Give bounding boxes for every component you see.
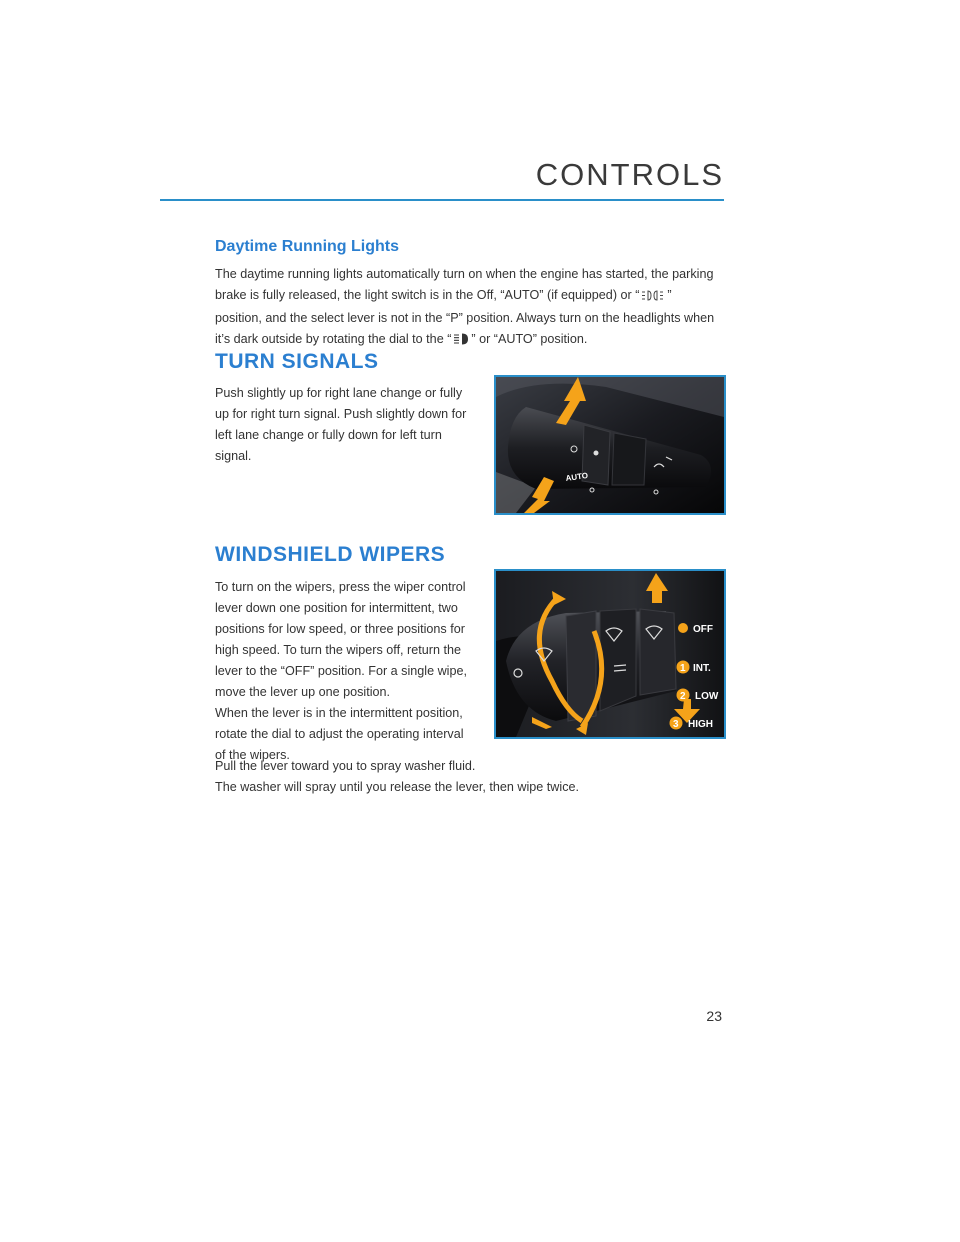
wipers-line: move the lever up one position. [215, 685, 391, 699]
position-low-label: LOW [695, 691, 719, 702]
parking-lights-icon [641, 287, 665, 308]
headlight-icon [453, 331, 469, 352]
drl-line-1: The daytime running lights automatically turn on when the engine has started, the parking [215, 267, 714, 281]
turn-signals-line: Push slightly up for right lane change or fully [215, 386, 463, 400]
position-3-number: 3 [673, 719, 679, 730]
wipers-line: Pull the lever toward you to spray washer fluid. [215, 759, 476, 773]
auto-label: AUTO [565, 470, 589, 483]
turn-signals-line: left lane change or fully down for left turn [215, 428, 442, 442]
position-off-label: OFF [693, 624, 713, 635]
drl-line-4: it’s dark outside by rotating the dial to the “ ” or “AUTO” position. [215, 329, 735, 352]
wipers-line: lever to the “OFF” position. For a single wipe, [215, 664, 467, 678]
drl-heading: Daytime Running Lights [215, 238, 399, 255]
wipers-line: rotate the dial to adjust the operating interval [215, 727, 464, 741]
wipers-heading: WINDSHIELD WIPERS [215, 543, 446, 566]
position-2-number: 2 [680, 691, 686, 702]
position-1-number: 1 [680, 663, 686, 674]
position-int-label: INT. [693, 663, 711, 674]
position-high-label: HIGH [688, 719, 713, 730]
drl-line-2: brake is fully released, the light switch is in the Off, “AUTO” (if equipped) or “ ” [215, 285, 735, 308]
page-number: 23 [706, 1008, 722, 1024]
drl-line-3: position, and the select lever is not in the “P” position. Always turn on the headlights when [215, 311, 715, 325]
wipers-line: positions for low speed, or three positions for [215, 622, 465, 636]
off-position-dot [678, 623, 688, 633]
turn-signals-heading: TURN SIGNALS [215, 350, 379, 373]
turn-signals-paragraph [215, 383, 485, 467]
wipers-line: high speed. To turn the wipers off, return the [215, 643, 461, 657]
wipers-line: The washer will spray until you release the lever, then wipe twice. [215, 780, 579, 794]
wipers-paragraph-1 [215, 577, 485, 703]
wipers-line: of the wipers. [215, 748, 290, 762]
header-divider [160, 199, 724, 201]
wipers-line: When the lever is in the intermittent position, [215, 706, 463, 720]
wipers-line: To turn on the wipers, press the wiper control [215, 580, 466, 594]
drl-paragraph [215, 264, 735, 352]
turn-signal-lever-photo [494, 375, 726, 515]
turn-signals-line: signal. [215, 449, 252, 463]
section-title: CONTROLS [535, 157, 724, 192]
turn-signals-line: up for right turn signal. Push slightly down for [215, 407, 467, 421]
wiper-lever-photo [494, 569, 726, 739]
wipers-paragraph-3 [215, 756, 735, 798]
wipers-line: lever down one position for intermittent, two [215, 601, 458, 615]
